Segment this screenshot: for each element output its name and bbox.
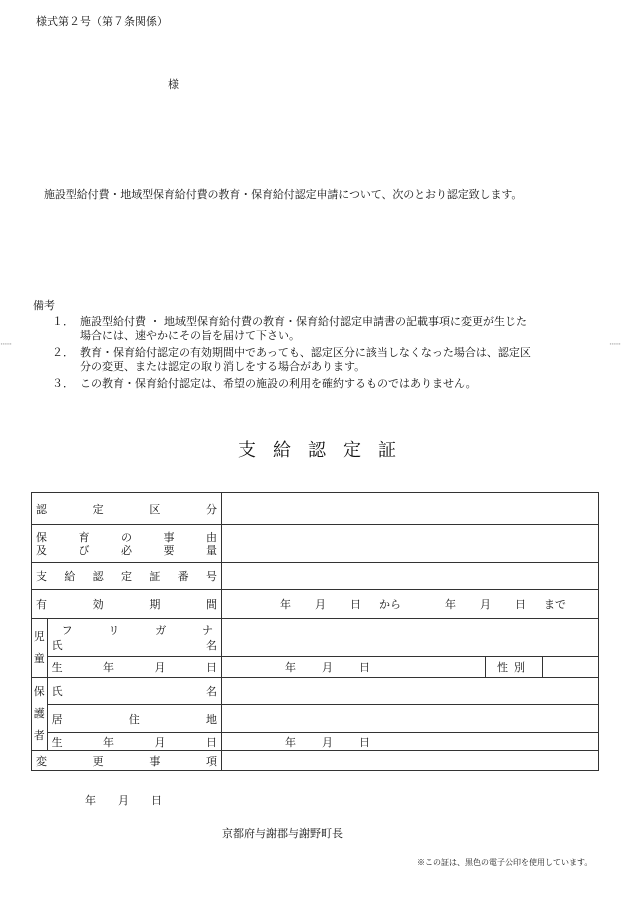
table-label: 氏 名: [51, 685, 217, 698]
field-changes[interactable]: [222, 751, 599, 771]
certificate-table: [31, 492, 599, 771]
note-line: 場合には、速やかにその旨を届けて下さい。: [80, 329, 300, 342]
group-label: 保 護 者: [33, 685, 45, 742]
note-number: ２．: [52, 346, 74, 359]
table-row: [32, 619, 599, 657]
label-reason: [32, 525, 222, 563]
label-changes: [32, 751, 222, 771]
table-label: 支 給 認 定 証 番 号: [36, 570, 217, 583]
table-row: [32, 678, 599, 705]
table-row: [32, 590, 599, 619]
field-child-name[interactable]: [222, 619, 599, 657]
label-gender: 性別: [486, 657, 543, 677]
label-validity: [32, 590, 222, 619]
field-category[interactable]: [222, 493, 599, 525]
field-reason[interactable]: [222, 525, 599, 563]
table-label: 有 効 期 間: [36, 598, 217, 611]
field-gender-value[interactable]: [543, 657, 598, 677]
field-child-birthdate[interactable]: 年 月 日: [222, 657, 486, 678]
table-row: [32, 705, 599, 733]
fold-mark-left: ······: [0, 340, 12, 350]
table-label: 認 定 区 分: [36, 502, 217, 516]
table-label: フ リ ガ ナ: [61, 623, 213, 637]
table-row: [32, 563, 599, 590]
label-child-birthdate: [47, 657, 221, 678]
field-cert-number[interactable]: [222, 563, 599, 590]
label-child-group: [32, 619, 48, 678]
note-line: 分の変更、または認定の取り消しをする場合があります。: [80, 360, 366, 373]
issuer-name: 京都府与謝郡与謝野町長: [222, 827, 343, 840]
group-label: 児 童: [33, 630, 45, 665]
label-child-name: [47, 619, 221, 657]
label-category: [32, 493, 222, 525]
table-label: 生 年 月 日: [51, 661, 217, 674]
table-row: [32, 733, 599, 751]
fold-mark-right: ······: [609, 340, 621, 350]
note-line: この教育・保育給付認定は、希望の施設の利用を確約するものではありません。: [80, 377, 477, 390]
seal-footnote: ※この証は、黒色の電子公印を使用しています。: [417, 858, 593, 867]
table-label: 保 育 の 事 由: [36, 530, 217, 544]
field-gender[interactable]: [486, 657, 599, 678]
table-row: [32, 657, 599, 678]
table-label: 及 び 必 要 量: [36, 543, 217, 557]
label-guardian-name: [47, 678, 221, 705]
intro-text: 施設型給付費・地域型保育給付費の教育・保育給付認定申請について、次のとおり認定致します。: [44, 188, 523, 201]
table-label: 変 更 事 項: [36, 754, 217, 768]
note-line: 教育・保育給付認定の有効期間中であっても、認定区分に該当しなくなった場合は、認定区: [80, 346, 531, 359]
field-guardian-birthdate[interactable]: 年 月 日: [222, 733, 599, 751]
note-number: １．: [52, 315, 74, 328]
table-label: 氏 名: [51, 638, 217, 652]
label-guardian-group: [32, 678, 48, 751]
table-label: 生 年 月 日: [51, 735, 217, 749]
label-guardian-address: [47, 705, 221, 733]
field-validity[interactable]: 年 月 日 から 年 月 日 まで: [222, 590, 599, 619]
table-row: [32, 493, 599, 525]
label-guardian-birthdate: [47, 733, 221, 751]
label-cert-number: [32, 563, 222, 590]
addressee-suffix: 様: [168, 78, 179, 91]
notes-heading: 備考: [33, 299, 55, 312]
table-row: [32, 751, 599, 771]
certificate-title: 支給認定証: [238, 440, 413, 461]
table-label: 居 住 地: [51, 712, 217, 726]
table-row: [32, 525, 599, 563]
field-guardian-address[interactable]: [222, 705, 599, 733]
note-number: ３．: [52, 377, 74, 390]
field-guardian-name[interactable]: [222, 678, 599, 705]
form-number: 様式第２号（第７条関係）: [36, 15, 168, 28]
note-line: 施設型給付費 ・ 地域型保育給付費の教育・保育給付認定申請書の記載事項に変更が生じた: [80, 315, 527, 328]
issue-date: 年 月 日: [85, 794, 162, 807]
